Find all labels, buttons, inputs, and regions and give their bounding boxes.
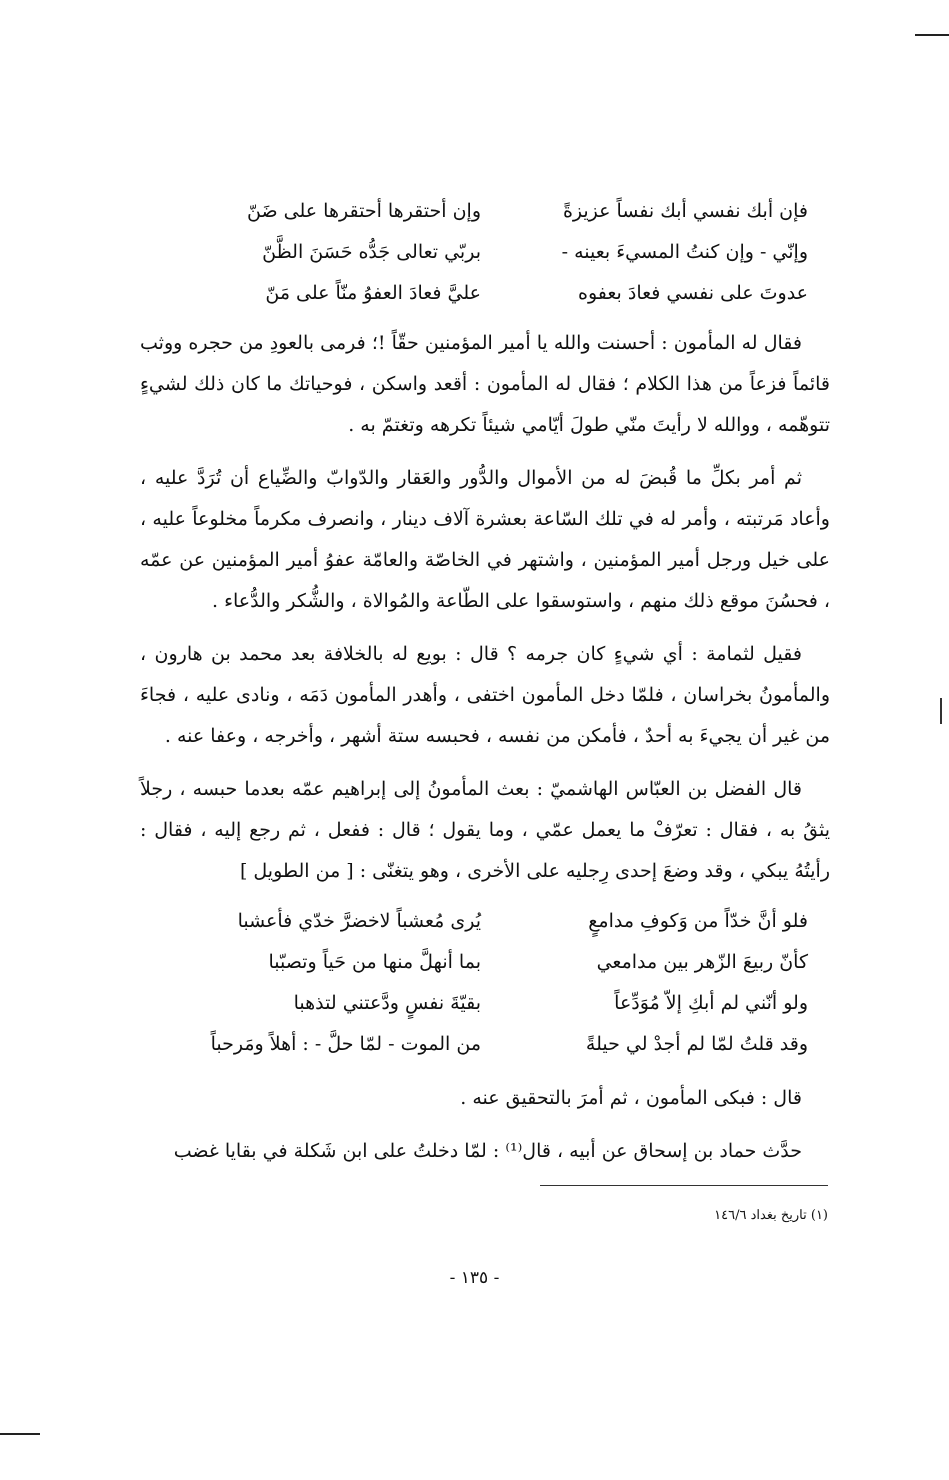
verse-first-hemistich: وإنّي - وإن كنتُ المسيءَ بعينه - [561, 240, 808, 263]
verse-first-hemistich: عدوتَ على نفسي فعادَ بعفوه [577, 281, 808, 304]
footnote: (١) تاريخ بغداد ١٤٦/٦ [714, 1208, 828, 1223]
verse-line [196, 1023, 808, 1064]
page-edge-mark [915, 34, 949, 36]
verse-second-hemistich: بربّي تعالى جَدُّه حَسَنَ الظَّنّ [262, 240, 481, 263]
page-number: - ١٣٥ - [449, 1268, 500, 1288]
verse-second-hemistich: يُرى مُعشباً لاخضرَّ خدّي فأعشبا [237, 909, 481, 932]
body-paragraph: قال الفضل بن العبّاس الهاشميّ : بعث المأمونُ إلى إبراهيم عمّه بعدما حبسه ، رجلاً يثقُ به ، فقال : تعرّفْ ما يعمل عمّي ، وما يقول ؛ قال : ففعل ، ثم رجع إليه ، فقال : رأيتُهُ يبكي ، وقد وضعَ إحدى رِجليه على الأخرى ، وهو يتغنّى : [ من الطويل ] [140, 778, 830, 882]
verse-line [196, 272, 808, 313]
footnote-divider [540, 1185, 828, 1186]
page-body [140, 190, 830, 1172]
page-edge-mark [0, 1433, 40, 1435]
verse-second-hemistich: عليَّ فعادَ العفوُ منّاً على مَنّ [265, 281, 481, 304]
body-paragraph: حدَّث حماد بن إسحاق عن أبيه ، قال⁽¹⁾ : لمّا دخلتُ على ابن شَكلة في بقايا غضب [173, 1140, 802, 1162]
verse-line [196, 941, 808, 982]
poem-block [196, 190, 808, 313]
verse-second-hemistich: من الموت - لمّا حلَّ - : أهلاً ومَرحباً [210, 1032, 481, 1055]
verse-first-hemistich: ولو أنّني لم أبكِ إلاّ مُوَدِّعاً [614, 991, 808, 1014]
verse-line [196, 231, 808, 272]
verse-first-hemistich: كأنّ ربيعَ الزّهر بين مدامعي [596, 950, 808, 973]
verse-second-hemistich: بقيّةَ نفسٍ ودَّعتني لتذهبا [293, 991, 481, 1014]
page-edge-mark [940, 698, 942, 724]
body-paragraph: ثم أمر بكلِّ ما قُبضَ له من الأموال والدُّور والعَقار والدّوابّ والضِّياع أن تُرَدَّ عليه ، وأعاد مَرتبته ، وأمر له في تلك السّاعة بعشرة آلاف دينار ، وانصرف مكرماً مخلوعاً عليه ، على خيل ورجل أمير المؤمنين ، واشتهر في الخاصّة والعامّة عفوُ أمير المؤمنين عن عمّه ، فحسُنَ موقع ذلك منهم ، واستوسقوا على الطّاعة والمُوالاة ، والشُّكر والدُّعاء . [140, 467, 830, 612]
verse-second-hemistich: بما أنهلَّ منها من حَياً وتصبّبا [268, 950, 481, 973]
verse-first-hemistich: فإن أبك نفسي أبك نفساً عزيزةً [562, 199, 808, 222]
verse-line [196, 190, 808, 231]
body-paragraph: قال : فبكى المأمون ، ثم أمرَ بالتحقيق عنه . [460, 1087, 802, 1109]
poem-block [196, 900, 808, 1064]
verse-first-hemistich: وقد قلتُ لمّا لم أجدْ لي حيلةً [585, 1032, 808, 1055]
body-paragraph: فقال له المأمون : أحسنت والله يا أمير المؤمنين حقّاً !؛ فرمى بالعودِ من حجره ووثب قائماً فزعاً من هذا الكلام ؛ فقال له المأمون : أقعد واسكن ، فوحياتك ما كان ذلك لشيءٍ تتوهّمه ، ووالله لا رأيتَ منّي طولَ أيّامي شيئاً تكرهه وتغتمّ به . [140, 332, 830, 436]
verse-second-hemistich: وإن أحتقرها أحتقرها على ضَنّ [247, 199, 481, 222]
verse-line [196, 982, 808, 1023]
body-paragraph: فقيل لثمامة : أي شيءٍ كان جرمه ؟ قال : بويع له بالخلافة بعد محمد بن هارون ، والمأمونُ بخراسان ، فلمّا دخل المأمون اختفى ، وأهدر المأمون دَمَه ، ونادى عليه ، فجاءَ من غير أن يجيءَ به أحدٌ ، فأمكن من نفسه ، فحبسه ستة أشهر ، وأخرجه ، وعفا عنه . [140, 643, 830, 747]
verse-first-hemistich: فلو أنَّ خدّاً من وَكوفِ مدامعٍ [588, 909, 808, 932]
verse-line [196, 900, 808, 941]
